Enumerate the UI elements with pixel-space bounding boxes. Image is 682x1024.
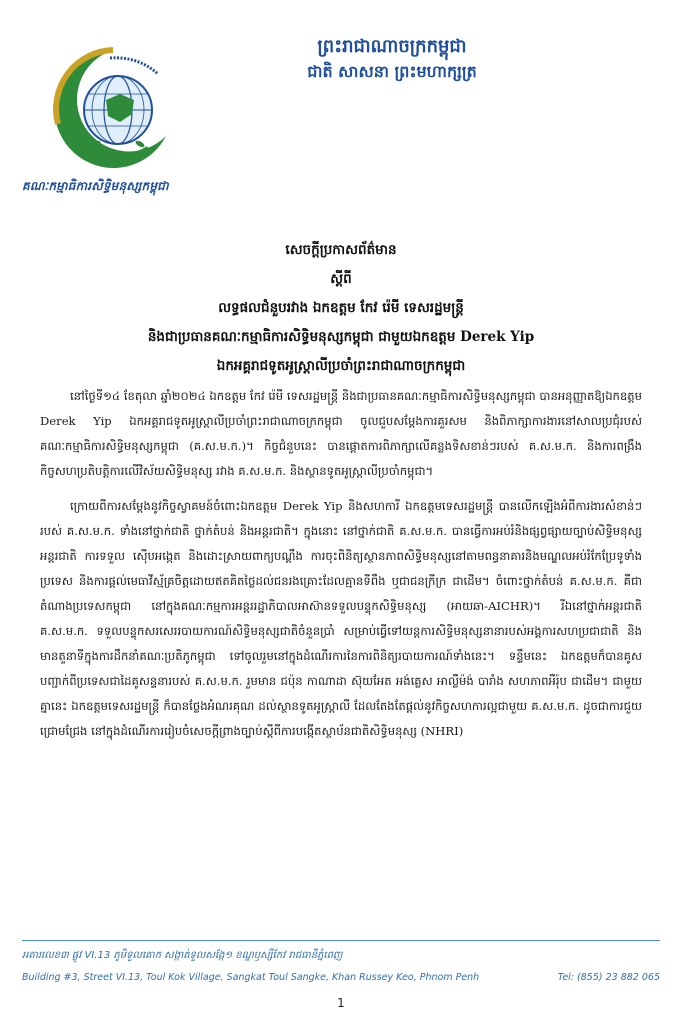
globe-laurel-logo-icon bbox=[48, 44, 178, 174]
body-paragraph-1: នៅថ្ងៃទី១៤ ខែតុលា ឆ្នាំ២០២៤ ឯកឧត្តម កែវ រ៉េមី ទេសរដ្ឋមន្ត្រី និងជាប្រធានគណៈកម្មាធិការសិទ្ធិមនុស្សកម្ពុជា បានអនុញ្ញាតឱ្យឯកឧត្តម Derek Yip ឯកអគ្គរាជទូតអូស្ត្រាលីប្រចាំព្រះរាជាណាចក្រកម្ពុជា ចូលជួបសម្តែងការគួរសម និងពិភាក្សាការងារនៅសាលប្រជុំរបស់គណៈកម្មាធិការសិទ្ធិមនុស្សកម្ពុជា (គ.ស.ម.ក.)។ កិច្ចជំនួបនេះ បានផ្តោតការពិភាក្សាលើគន្លងទិសខាន់ៗរបស់ គ.ស.ម.ក. និងការពង្រឹងកិច្ចសហប្រតិបត្តិការលើវិស័យសិទ្ធិមនុស្ស រវាង គ.ស.ម.ក. និងស្ថានទូតអូស្ត្រាលីប្រចាំកម្ពុជា។ bbox=[40, 389, 642, 478]
national-motto: ជាតិ សាសនា ព្រះមហាក្សត្រ bbox=[307, 62, 477, 81]
footer-divider bbox=[22, 940, 660, 941]
organization-name: គណៈកម្មាធិការសិទ្ធិមនុស្សកម្ពុជា bbox=[22, 179, 169, 193]
body-paragraph-2: ក្រោយពីការសម្តែងនូវកិច្ចស្វាគមន៍ចំពោះឯកឧត្តម Derek Yip និងសហការី ឯកឧត្តមទេសរដ្ឋមន្ត្រី បានលើកឡើងអំពីការងារសំខាន់ៗរបស់ គ.ស.ម.ក. ទាំងនៅថ្នាក់ជាតិ ថ្នាក់តំបន់ និងអន្តរជាតិ។ ក្នុងនោះ នៅថ្នាក់ជាតិ គ.ស.ម.ក. បានធ្វើការអប់រំនិងផ្សព្វផ្សាយច្បាប់សិទ្ធិមនុស្សអន្តរជាតិ ការទទួល ស៊ើបអង្កេត និងដោះស្រាយពាក្យបណ្តឹង ការចុះពិនិត្យស្ថានភាពសិទ្ធិមនុស្សនៅតាមពន្ធនាគារនិងមណ្ឌលអប់រំកែប្រែទូទាំងប្រទេស និងការផ្តល់មេធាវីស្ម័គ្រចិត្តដោយឥតគិតថ្លៃដល់ជនរងគ្រោះដែលគ្មានទីពឹង ឬជាជនក្រីក្រ ជាដើម។ ចំពោះថ្នាក់តំបន់ គ.ស.ម.ក. គឺជាតំណាងប្រទេសកម្ពុជា នៅក្នុងគណៈកម្មការអន្តររដ្ឋាភិបាលអាស៊ានទទួលបន្ទុកសិទ្ធិមនុស្ស (អាយឆា-AICHR)។ រីឯនៅថ្នាក់អន្តរជាតិ គ.ស.ម.ក. ទទួលបន្ទុកសរសេររបាយការណ៍សិទ្ធិមនុស្សជាតិចំនួនប្រាំ សម្រាប់ធ្វើទៅយន្តការសិទ្ធិមនុស្សនានារបស់អង្គការសហប្រជាជាតិ និងមានតួនាទីក្នុងការដឹកនាំគណៈប្រតិភូកម្ពុជា ទៅចូលរួមនៅក្នុងដំណើរការនៃការពិនិត្យរបាយការណ៍ទាំងនេះ។ ទន្ទឹមនេះ ឯកឧត្តមក៏បានគូសបញ្ជាក់ពីប្រទេសជាដៃគូសន្ទនារបស់ គ.ស.ម.ក. រួមមាន ជប៉ុន កាណាដា ស៊ុយអែត អង់គ្លេស អាល្លឺម៉ង់ បារាំង សហភាពអឺរ៉ុប ជាដើម។ ជាមួយគ្នានេះ ឯកឧត្តមទេសរដ្ឋមន្ត្រី ក៏បានថ្លែងអំណរគុណ ដល់ស្ថានទូតអូស្ត្រាលី ដែលតែងតែផ្តល់នូវកិច្ចសហការល្អជាមួយ គ.ស.ម.ក. ដូចជាការជួយជ្រោមជ្រែង នៅក្នុងដំណើរការរៀបចំសេចក្តីព្រាងច្បាប់ស្តីពីការបង្កើតស្ថាប័នជាតិសិទ្ធិមនុស្ស (NHRI) bbox=[40, 499, 642, 738]
footer-telephone: Tel: (855) 23 882 065 bbox=[557, 972, 660, 983]
page-number: 1 bbox=[337, 996, 345, 1010]
body-text bbox=[40, 384, 642, 754]
organization-logo bbox=[48, 44, 178, 174]
heading-line-3: លទ្ធផលជំនួបរវាង ឯកឧត្តម កែវ រ៉េមី ទេសរដ្ឋមន្ត្រី bbox=[218, 300, 464, 316]
heading-line-5: ឯកអគ្គរាជទូតអូស្ត្រាលីប្រចាំព្រះរាជាណាចក្រកម្ពុជា bbox=[216, 358, 466, 374]
heading-line-2: ស្តីពី bbox=[330, 271, 352, 287]
kingdom-motto bbox=[262, 34, 522, 84]
press-release-heading bbox=[40, 236, 642, 381]
kingdom-name: ព្រះរាជាណាចក្រកម្ពុជា bbox=[317, 36, 467, 57]
footer-address-khmer: អគារលេខ៣ ផ្លូវ VI.13 ភូមិទួលគោក សង្កាត់ទួលសង្កែ១ ខណ្ឌឫស្សីកែវ រាជធានីភ្នំពេញ bbox=[22, 950, 343, 961]
heading-line-4: និងជាប្រធានគណៈកម្មាធិការសិទ្ធិមនុស្សកម្ពុជា ជាមួយឯកឧត្តម Derek Yip bbox=[147, 329, 535, 345]
footer-address-english: Building #3, Street VI.13, Toul Kok Village, Sangkat Toul Sangke, Khan Russey Keo, Phnom Penh bbox=[22, 972, 480, 983]
heading-line-1: សេចក្តីប្រកាសព័ត៌មាន bbox=[285, 242, 397, 258]
